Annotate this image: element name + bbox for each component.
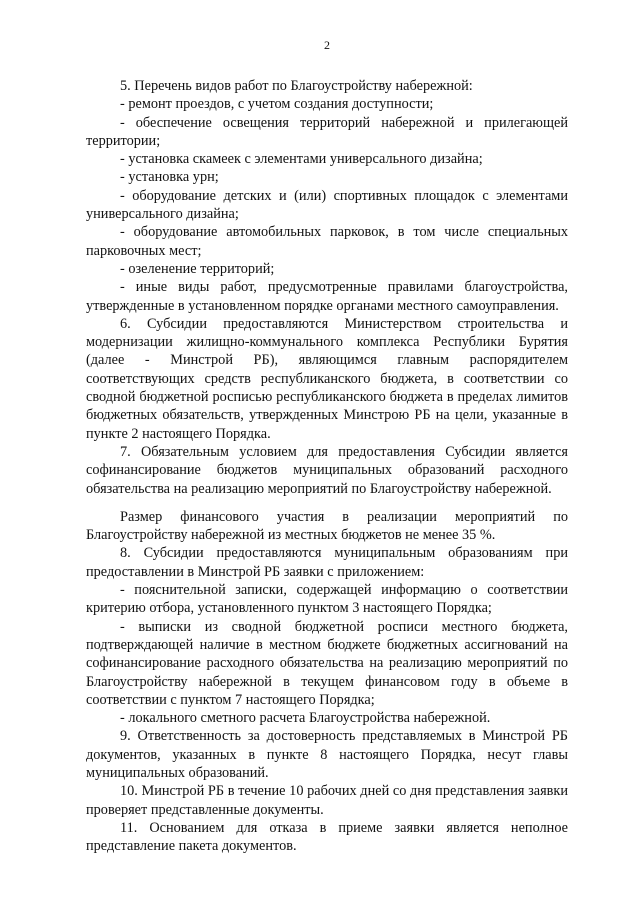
list-item: - оборудование автомобильных парковок, в том числе специальных парковочных мест; (86, 224, 568, 259)
paragraph-9: 9. Ответственность за достоверность представляемых в Минстрой РБ документов, указанных в пункте 8 настоящего Порядка, несут главы муниципальных образований. (86, 728, 568, 781)
list-item: - выписки из сводной бюджетной росписи местного бюджета, подтверждающей наличие в местном бюджете бюджетных ассигнований на софинансирование расходного обязательства на реализацию мероприятий по Благоустройству набережной в текущем финансовом году в объеме в соответствии с пунктом 7 настоящего Порядка; (86, 618, 568, 708)
list-item: - локального сметного расчета Благоустройства набережной. (120, 710, 491, 727)
list-item: - ремонт проездов, с учетом создания доступности; (120, 96, 434, 113)
paragraph-8: 8. Субсидии предоставляются муниципальным образованиям при предоставлении в Минстрой РБ заявки с приложением: (86, 545, 568, 580)
paragraph-7: 7. Обязательным условием для предоставления Субсидии является софинансирование бюджетов муниципальных образований расходного обязательства на реализацию мероприятий по Благоустройству набережной. (86, 443, 568, 497)
page-number: 2 (324, 38, 330, 52)
list-item: - иные виды работ, предусмотренные правилами благоустройства, утвержденные в установленном порядке органами местного самоуправления. (86, 279, 568, 314)
list-item: - озеленение территорий; (120, 260, 275, 277)
paragraph-11: 11. Основанием для отказа в приеме заявки является неполное представление пакета документов. (86, 819, 568, 855)
paragraph-6: 6. Субсидии предоставляются Министерством строительства и модернизации жилищно-коммунального комплекса Республики Бурятия (далее - Минстрой РБ), являющимся главным распорядителем соответствующих средств республиканского бюджета, в соответствии со сводной бюджетной росписью республиканского бюджета в пределах лимитов бюджетных обязательств, утвержденных Минстрою РБ на цели, указанные в пункте 2 настоящего Порядка. (86, 315, 568, 442)
list-item: - установка урн; (120, 169, 219, 186)
list-item: - пояснительной записки, содержащей информацию о соответствии критерию отбора, установленного пунктом 3 настоящего Порядка; (86, 582, 568, 617)
document-body (86, 77, 568, 855)
paragraph-10: 10. Минстрой РБ в течение 10 рабочих дней со дня представления заявки проверяет представленные документы. (86, 783, 568, 818)
list-item: - оборудование детских и (или) спортивных площадок с элементами универсального дизайна; (86, 187, 568, 223)
list-item: - установка скамеек с элементами универсального дизайна; (120, 151, 483, 168)
paragraph-financing-share: Размер финансового участия в реализации мероприятий по Благоустройству набережной из местных бюджетов не менее 35 %. (86, 508, 568, 544)
list-item: - обеспечение освещения территорий набережной и прилегающей территории; (86, 114, 568, 149)
paragraph-5: 5. Перечень видов работ по Благоустройству набережной: (120, 78, 473, 94)
